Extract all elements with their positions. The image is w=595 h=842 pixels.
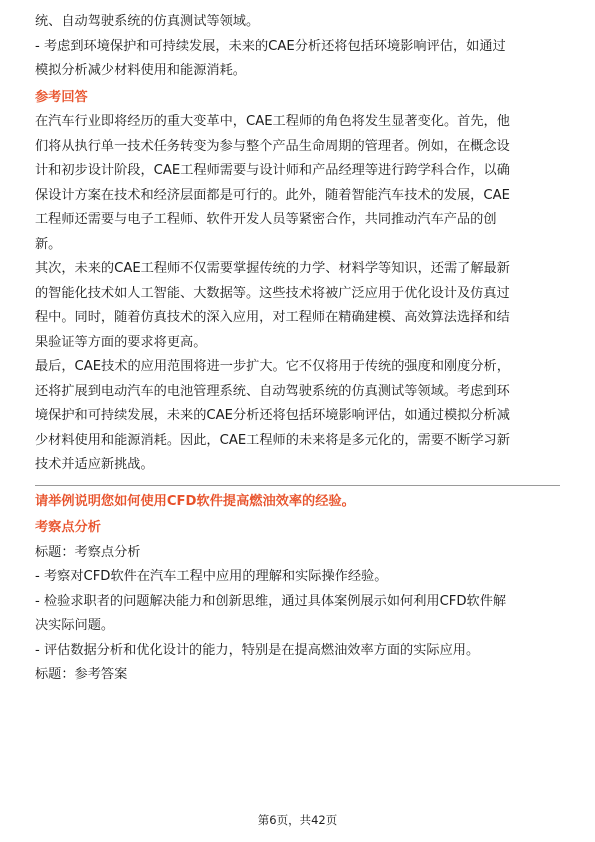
reference-answer-paragraph-3 — [35, 355, 563, 478]
text-line: 计和初步设计阶段，CAE工程师需要与设计师和产品经理等进行跨学科合作，以确 — [35, 163, 510, 178]
text-line: 保设计方案在技术和经济层面都是可行的。此外，随着智能汽车技术的发展，CAE — [35, 187, 510, 203]
question-title: 请举例说明您如何使用CFD软件提高燃油效率的经验。 — [35, 493, 355, 509]
page-footer: 第6页，共42页 — [257, 813, 338, 827]
text-line: 标题：参考答案 — [35, 667, 128, 682]
text-line: 还将扩展到电动汽车的电池管理系统、自动驾驶系统的仿真测试等领域。考虑到环 — [35, 383, 510, 399]
text-line: 模拟分析减少材料使用和能源消耗。 — [35, 63, 246, 78]
reference-answer-paragraph-1 — [35, 110, 563, 257]
text-line: 决实际问题。 — [35, 618, 115, 633]
text-line: - 检验求职者的问题解决能力和创新思维，通过具体案例展示如何利用CFD软件解 — [35, 593, 507, 609]
text-line: 工程师还需要与电子工程师、软件开发人员等紧密合作，共同推动汽车产品的创 — [35, 212, 497, 227]
text-line: 统、自动驾驶系统的仿真测试等领域。 — [35, 14, 260, 29]
text-line: 其次，未来的CAE工程师不仅需要掌握传统的力学、材料学等知识，还需了解最新 — [35, 261, 510, 276]
text-line: 技术并适应新挑战。 — [35, 457, 154, 472]
text-line: - 评估数据分析和优化设计的能力，特别是在提高燃油效率方面的实际应用。 — [35, 642, 480, 658]
page-content — [35, 10, 563, 688]
reference-answer-heading: 参考回答 — [35, 89, 88, 105]
analysis-heading: 考察点分析 — [35, 520, 101, 535]
text-line: - 考察对CFD软件在汽车工程中应用的理解和实际操作经验。 — [35, 569, 388, 584]
text-line: 标题：考察点分析 — [35, 544, 141, 560]
text-line: - 考虑到环境保护和可持续发展，未来的CAE分析还将包括环境影响评估，如通过 — [35, 38, 506, 54]
section-divider — [35, 485, 560, 486]
text-line: 程中。同时，随着仿真技术的深入应用，对工程师在精确建模、高效算法选择和结 — [35, 310, 510, 325]
top-section — [35, 10, 563, 84]
text-line: 新。 — [35, 236, 62, 252]
text-line: 少材料使用和能源消耗。因此，CAE工程师的未来将是多元化的，需要不断学习新 — [35, 432, 510, 448]
text-line: 境保护和可持续发展，未来的CAE分析还将包括环境影响评估，如通过模拟分析减 — [35, 408, 510, 423]
reference-answer-paragraph-2 — [35, 257, 563, 355]
text-line: 的智能化技术如人工智能、大数据等。这些技术将被广泛应用于优化设计及仿真过 — [35, 285, 510, 301]
text-line: 果验证等方面的要求将更高。 — [35, 334, 207, 350]
text-line: 们将从执行单一技术任务转变为参与整个产品生命周期的管理者。例如，在概念设 — [35, 138, 510, 154]
text-line: 最后，CAE技术的应用范围将进一步扩大。它不仅将用于传统的强度和刚度分析， — [35, 359, 510, 374]
analysis-section — [35, 541, 563, 688]
text-line: 在汽车行业即将经历的重大变革中，CAE工程师的角色将发生显著变化。首先，他 — [35, 114, 510, 129]
